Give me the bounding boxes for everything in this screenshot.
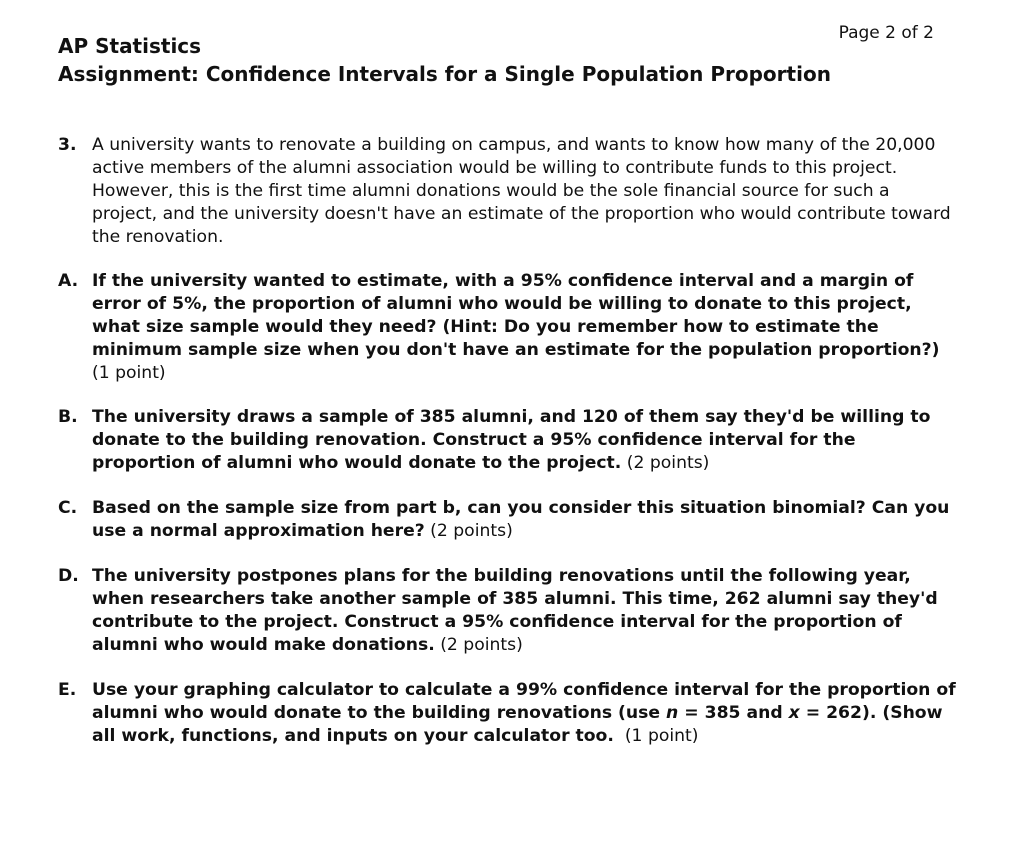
part-c [58,497,958,543]
variable-x: x [788,703,800,723]
course-title: AP Statistics [58,34,202,58]
question-end: = 262). (Show all work, functions, and inputs on your calculator too. [92,703,943,746]
part-label: E. [58,680,77,700]
points-label: (2 points) [430,521,513,541]
part-text [92,497,958,543]
variable-n: n [666,703,679,723]
part-question: Based on the sample size from part b, can you consider this situation binomial? Can you use a normal approximation here? [92,498,950,541]
part-b [58,406,958,475]
points-label: (1 point) [92,363,166,383]
part-question: If the university wanted to estimate, with a 95% confidence interval and a margin of error of 5%, the proportion of alumni who would be willing to donate to this project, what size sample would they need? (Hint: Do you remember how to estimate the minimum sample size when you don't have an estimate for the population proportion?) [92,271,940,360]
question-start: Use your graphing calculator to calculate a 99% confidence interval for the proportion of alumni who would donate to the building renovations (use [92,680,956,723]
part-question: The university draws a sample of 385 alumni, and 120 of them say they'd be willing to donate to the building renovation. Construct a 95% confidence interval for the proportion of alumni who would donate to the project. [92,407,931,473]
part-label: D. [58,566,79,586]
part-e [58,679,958,748]
part-question: The university postpones plans for the building renovations until the following year, when researchers take another sample of 385 alumni. This time, 262 alumni say they'd contribute to the project. Construct a 95% confidence interval for the proportion of alumni who would make donations. [92,566,938,655]
part-text [92,406,958,475]
part-label: C. [58,498,78,518]
points-label: (2 points) [440,635,523,655]
part-text [92,565,958,657]
points-label: (1 point) [624,726,699,746]
page-number: Page 2 of 2 [838,23,934,43]
part-d [58,565,958,657]
part-text [92,679,958,748]
question-text: A university wants to renovate a building on campus, and wants to know how many of the 20,000 active members of the alumni association would be willing to contribute funds to this project. However, this is the first time alumni donations would be the sole financial source for such a project, and the university doesn't have an estimate of the proportion who would contribute toward the renovation. [92,135,951,247]
header [58,33,831,89]
part-question [92,680,956,746]
part-text [92,270,958,385]
part-a [58,270,958,385]
question-3 [58,134,958,249]
assignment-title: Assignment: Confidence Intervals for a Single Population Proportion [58,62,831,86]
equals-n: = 385 and [678,703,789,723]
question-number: 3. [58,135,77,155]
part-label: A. [58,271,79,291]
points-label: (2 points) [626,453,710,473]
part-label: B. [58,407,78,427]
